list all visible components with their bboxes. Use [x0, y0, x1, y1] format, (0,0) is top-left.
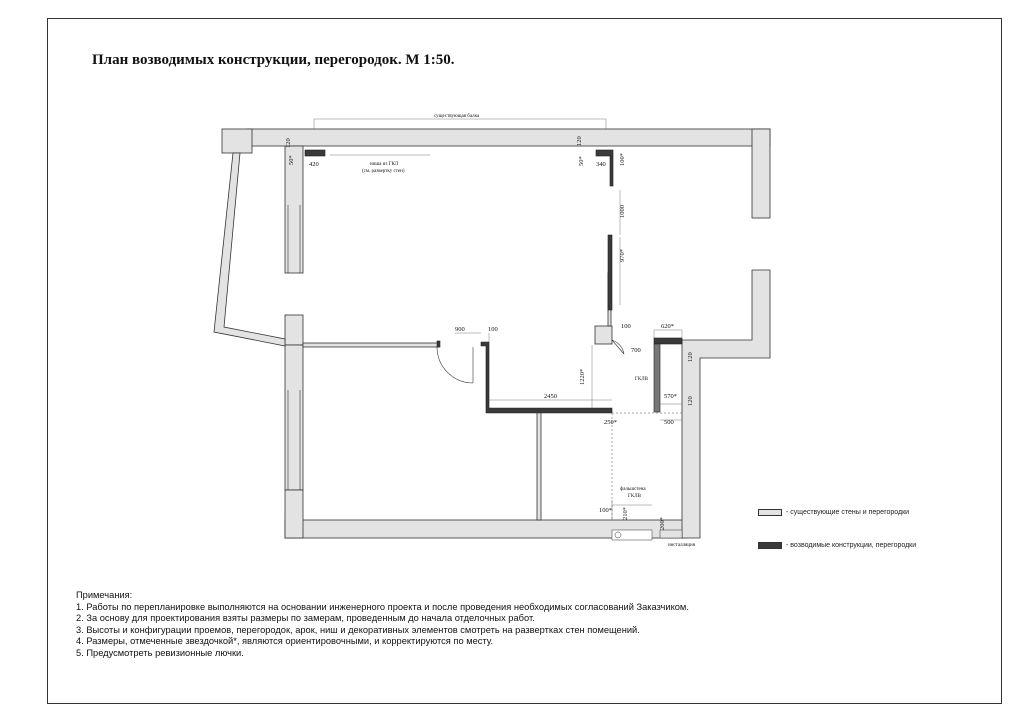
- door-swing-left: [437, 347, 473, 383]
- wall-right-upper: [752, 129, 770, 218]
- dim-570: 570*: [664, 393, 677, 400]
- dim-1000: 1000: [619, 205, 626, 218]
- legend-swatch-new: [758, 542, 782, 549]
- false-wall-label-2: ГКЛВ: [628, 494, 641, 499]
- column-top-left: [222, 129, 252, 153]
- existing-walls: [214, 129, 770, 538]
- partition-corridor: [303, 343, 439, 347]
- note-item: 3. Высоты и конфигурации проемов, перегородок, арок, ниш и декоративных элементов смотреть на развертках стен помещений.: [76, 624, 640, 635]
- partition-bath: [537, 412, 541, 520]
- dim-100b: 100: [488, 326, 498, 333]
- dim-2450: 2450: [544, 393, 557, 400]
- dim-120d: 120: [687, 396, 694, 406]
- installation-fixture: [612, 530, 682, 540]
- dim-210: 210*: [622, 507, 629, 520]
- new-partition-bath-top: [654, 338, 682, 344]
- dim-340: 340: [596, 161, 606, 168]
- dim-200: 200*: [659, 517, 666, 530]
- dim-50b: 50*: [578, 156, 585, 166]
- dashed-lines: [612, 413, 682, 520]
- new-partition-hall: [481, 342, 612, 413]
- false-wall-label-1: фальшстена: [620, 487, 646, 492]
- new-niche-right: [596, 150, 613, 156]
- note-item: 4. Размеры, отмеченные звездочкой*, являются ориентировочными, и корректируются по месту.: [76, 636, 494, 647]
- dim-500: 500: [664, 419, 674, 426]
- legend-swatch-existing: [758, 509, 782, 516]
- new-partition-bath-side: [654, 344, 660, 412]
- dim-420: 420: [309, 161, 319, 168]
- niche-label-1: ниша из ГКЛ: [370, 162, 399, 167]
- niche-label-2: (см. развертку стен): [362, 169, 405, 174]
- dim-900: 900: [455, 326, 465, 333]
- note-item: 1. Работы по перепланировке выполняются на основании инженерного проекта и после проведения необходимых согласований Заказчиком.: [76, 601, 689, 612]
- legend-new-label: - возводимые конструкции, перегородки: [786, 542, 917, 549]
- note-item: 5. Предусмотреть ревизионные лючки.: [76, 647, 244, 658]
- new-niche-left: [305, 150, 325, 156]
- wall-top: [247, 129, 770, 146]
- column-mid-left: [285, 315, 303, 345]
- new-walls: [305, 150, 682, 413]
- dim-100d: 100*: [599, 507, 612, 514]
- beam-label: существующая балка: [434, 114, 480, 119]
- legend-existing-label: - существующие стены и перегородки: [786, 509, 910, 516]
- dim-120c: 120: [687, 352, 694, 362]
- note-item: 2. За основу для проектирования взяты размеры по замерам, проведенным до начала отделочных работ.: [76, 613, 535, 624]
- installation-label: инсталляция: [668, 543, 696, 548]
- dim-250: 250*: [604, 419, 617, 426]
- new-niche-return: [610, 156, 613, 186]
- dim-100a: 100*: [619, 153, 626, 166]
- legend-existing: [758, 509, 909, 516]
- dim-620: 620*: [661, 323, 674, 330]
- notes-heading: Примечания:: [76, 590, 133, 600]
- wall-right-lower: [682, 270, 770, 538]
- column-center: [595, 326, 612, 344]
- dim-100c: 100: [621, 323, 631, 330]
- wall-left-bottom: [285, 490, 303, 538]
- dim-1220: 1220*: [579, 368, 586, 385]
- balcony-wall: [214, 153, 285, 346]
- dim-700: 700: [631, 347, 641, 354]
- dim-120a: 120: [285, 138, 292, 148]
- new-partition-vertical: [608, 235, 612, 310]
- dim-970: 970*: [619, 249, 626, 262]
- legend-new: [758, 542, 916, 549]
- notes: [76, 590, 689, 660]
- dimension-lines: [314, 119, 682, 520]
- new-post-left: [437, 341, 440, 347]
- dim-50a: 50*: [288, 155, 295, 165]
- page-title: План возводимых конструкции, перегородок. М 1:50.: [92, 52, 455, 68]
- door-swings: [437, 340, 624, 383]
- dim-120b: 120: [576, 136, 583, 146]
- gklv-label: ГКЛВ: [635, 377, 648, 382]
